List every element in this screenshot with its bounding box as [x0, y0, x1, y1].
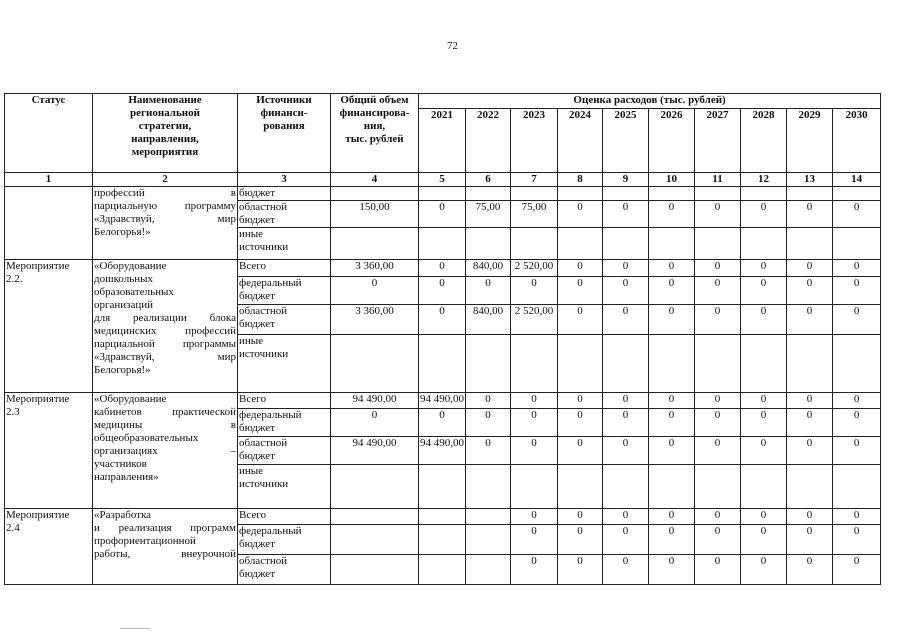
year-value-2027: 0	[695, 555, 741, 585]
year-value-2025	[603, 465, 649, 509]
total-amount: 94 490,00	[331, 393, 419, 409]
year-value-2030: 0	[833, 393, 881, 409]
column-index-12: 12	[741, 173, 787, 187]
column-index-8: 8	[558, 173, 603, 187]
activity-name-line: общеобразовательных	[94, 432, 199, 444]
year-value-2024	[558, 465, 603, 509]
year-value-2029	[787, 228, 833, 260]
header-sources: Источники финанси- рования	[238, 94, 331, 173]
activity-name-line: образовательных	[94, 286, 174, 298]
activity-name-line: участников	[94, 458, 147, 470]
year-value-2026: 0	[649, 277, 695, 305]
funding-source: Всего	[238, 509, 331, 525]
activity-name	[93, 187, 238, 260]
year-value-2028	[741, 465, 787, 509]
activity-name-line: «Оборудование	[94, 260, 167, 272]
year-value-2029: 0	[787, 509, 833, 525]
year-value-2028	[741, 187, 787, 201]
year-value-2021	[419, 465, 466, 509]
column-index-2: 2	[93, 173, 238, 187]
year-value-2030: 0	[833, 201, 881, 228]
year-value-2028: 0	[741, 409, 787, 437]
year-value-2024: 0	[558, 437, 603, 465]
header-total: Общий объем финансирова- ния, тыс. рублей	[331, 94, 419, 173]
activity-name	[93, 260, 238, 393]
budget-table	[4, 93, 881, 585]
header-name: Наименование региональной стратегии, направления, мероприятия	[93, 94, 238, 173]
year-value-2021: 0	[419, 409, 466, 437]
activity-name-line: медицины в	[94, 419, 236, 431]
year-value-2027	[695, 335, 741, 393]
year-value-2026: 0	[649, 393, 695, 409]
year-value-2021: 0	[419, 260, 466, 277]
total-amount: 94 490,00	[331, 437, 419, 465]
year-value-2023	[511, 465, 558, 509]
year-value-2029: 0	[787, 277, 833, 305]
year-value-2029: 0	[787, 305, 833, 335]
year-value-2025: 0	[603, 555, 649, 585]
year-value-2025	[603, 187, 649, 201]
column-index-11: 11	[695, 173, 741, 187]
year-value-2026	[649, 228, 695, 260]
year-value-2025: 0	[603, 201, 649, 228]
year-value-2027: 0	[695, 509, 741, 525]
year-value-2021	[419, 228, 466, 260]
year-value-2024	[558, 187, 603, 201]
year-value-2029: 0	[787, 555, 833, 585]
year-value-2022	[466, 465, 511, 509]
activity-status: Мероприятие 2.4	[5, 509, 93, 585]
year-value-2022	[466, 509, 511, 525]
year-value-2025	[603, 228, 649, 260]
year-value-2023: 75,00	[511, 201, 558, 228]
funding-source: федеральный бюджет	[238, 525, 331, 555]
header-year-2028: 2028	[741, 109, 787, 173]
year-value-2025: 0	[603, 409, 649, 437]
table-row	[5, 260, 881, 277]
year-value-2028: 0	[741, 305, 787, 335]
header-year-2024: 2024	[558, 109, 603, 173]
year-value-2030	[833, 187, 881, 201]
year-value-2021: 0	[419, 277, 466, 305]
activity-name-line: Белогорья!»	[94, 226, 151, 238]
activity-name	[93, 509, 238, 585]
year-value-2029	[787, 335, 833, 393]
year-value-2030	[833, 465, 881, 509]
year-value-2023	[511, 228, 558, 260]
year-value-2023: 2 520,00	[511, 305, 558, 335]
year-value-2029: 0	[787, 201, 833, 228]
header-year-2030: 2030	[833, 109, 881, 173]
year-value-2030: 0	[833, 509, 881, 525]
year-value-2024: 0	[558, 509, 603, 525]
year-value-2021	[419, 525, 466, 555]
year-value-2029	[787, 187, 833, 201]
year-value-2026: 0	[649, 305, 695, 335]
activity-name-line: парциальной программы	[94, 338, 236, 350]
year-value-2023: 0	[511, 555, 558, 585]
year-value-2023	[511, 335, 558, 393]
activity-name-line: направления»	[94, 471, 159, 483]
year-value-2025: 0	[603, 305, 649, 335]
table-row	[5, 187, 881, 201]
activity-name-line: «Здравствуй, мир	[94, 213, 236, 225]
column-index-7: 7	[511, 173, 558, 187]
year-value-2027: 0	[695, 201, 741, 228]
year-value-2022	[466, 228, 511, 260]
year-value-2024	[558, 228, 603, 260]
year-value-2025: 0	[603, 437, 649, 465]
year-value-2022	[466, 187, 511, 201]
activity-name-line: организаций	[94, 299, 154, 311]
year-value-2027: 0	[695, 525, 741, 555]
year-value-2027	[695, 465, 741, 509]
year-value-2022: 840,00	[466, 305, 511, 335]
total-amount: 0	[331, 409, 419, 437]
year-value-2026: 0	[649, 409, 695, 437]
year-value-2029: 0	[787, 393, 833, 409]
total-amount	[331, 525, 419, 555]
year-value-2024: 0	[558, 201, 603, 228]
year-value-2024	[558, 335, 603, 393]
year-value-2022: 0	[466, 437, 511, 465]
year-value-2029: 0	[787, 260, 833, 277]
year-value-2026: 0	[649, 509, 695, 525]
funding-source: бюджет	[238, 187, 331, 201]
year-value-2025: 0	[603, 509, 649, 525]
header-year-2027: 2027	[695, 109, 741, 173]
year-value-2028: 0	[741, 525, 787, 555]
total-amount	[331, 335, 419, 393]
funding-source: иные источники	[238, 335, 331, 393]
year-value-2021	[419, 509, 466, 525]
year-value-2030: 0	[833, 277, 881, 305]
header-year-2026: 2026	[649, 109, 695, 173]
column-index-10: 10	[649, 173, 695, 187]
total-amount	[331, 187, 419, 201]
column-index-row	[5, 173, 881, 187]
funding-source: Всего	[238, 393, 331, 409]
year-value-2023: 0	[511, 525, 558, 555]
year-value-2029	[787, 465, 833, 509]
activity-name-line: дошкольных	[94, 273, 153, 285]
year-value-2023: 2 520,00	[511, 260, 558, 277]
funding-source: Всего	[238, 260, 331, 277]
year-value-2027: 0	[695, 393, 741, 409]
column-index-3: 3	[238, 173, 331, 187]
year-value-2030	[833, 228, 881, 260]
activity-name	[93, 393, 238, 509]
column-index-5: 5	[419, 173, 466, 187]
year-value-2028	[741, 228, 787, 260]
year-value-2023: 0	[511, 509, 558, 525]
header-year-2023: 2023	[511, 109, 558, 173]
year-value-2028: 0	[741, 393, 787, 409]
scan-artifact	[120, 628, 150, 629]
column-index-1: 1	[5, 173, 93, 187]
year-value-2024: 0	[558, 525, 603, 555]
year-value-2026: 0	[649, 555, 695, 585]
table-row	[5, 509, 881, 525]
year-value-2028: 0	[741, 260, 787, 277]
year-value-2026: 0	[649, 437, 695, 465]
total-amount	[331, 228, 419, 260]
year-value-2029: 0	[787, 409, 833, 437]
year-value-2021	[419, 335, 466, 393]
activity-name-line: Белогорья!»	[94, 364, 151, 376]
funding-source: областной бюджет	[238, 555, 331, 585]
year-value-2022: 840,00	[466, 260, 511, 277]
header-row-top	[5, 94, 881, 109]
activity-name-line: кабинетов практической	[94, 406, 236, 418]
year-value-2021: 0	[419, 201, 466, 228]
year-value-2023: 0	[511, 409, 558, 437]
year-value-2024: 0	[558, 393, 603, 409]
header-year-2022: 2022	[466, 109, 511, 173]
year-value-2025	[603, 335, 649, 393]
year-value-2028: 0	[741, 437, 787, 465]
year-value-2028: 0	[741, 509, 787, 525]
header-estimate: Оценка расходов (тыс. рублей)	[419, 94, 881, 109]
year-value-2026	[649, 335, 695, 393]
column-index-4: 4	[331, 173, 419, 187]
year-value-2021: 0	[419, 305, 466, 335]
year-value-2022: 0	[466, 409, 511, 437]
header-year-2021: 2021	[419, 109, 466, 173]
year-value-2022	[466, 335, 511, 393]
page-number: 72	[447, 40, 458, 52]
total-amount: 3 360,00	[331, 305, 419, 335]
activity-name-line: работы, внеурочной	[94, 548, 236, 560]
year-value-2022: 75,00	[466, 201, 511, 228]
year-value-2030: 0	[833, 409, 881, 437]
funding-source: областной бюджет	[238, 201, 331, 228]
year-value-2029: 0	[787, 437, 833, 465]
funding-source: иные источники	[238, 465, 331, 509]
year-value-2023: 0	[511, 393, 558, 409]
total-amount	[331, 555, 419, 585]
year-value-2027	[695, 228, 741, 260]
table-row	[5, 393, 881, 409]
year-value-2028: 0	[741, 277, 787, 305]
header-year-2025: 2025	[603, 109, 649, 173]
year-value-2028	[741, 335, 787, 393]
year-value-2025: 0	[603, 260, 649, 277]
year-value-2023	[511, 187, 558, 201]
activity-name-line: профессий в	[94, 187, 236, 199]
year-value-2024: 0	[558, 277, 603, 305]
activity-name-line: профориентационной	[94, 535, 196, 547]
year-value-2025: 0	[603, 393, 649, 409]
header-status: Статус	[5, 94, 93, 173]
activity-name-line: «Оборудование	[94, 393, 167, 405]
year-value-2024: 0	[558, 260, 603, 277]
year-value-2027	[695, 187, 741, 201]
year-value-2023: 0	[511, 437, 558, 465]
total-amount	[331, 465, 419, 509]
year-value-2027: 0	[695, 260, 741, 277]
year-value-2029: 0	[787, 525, 833, 555]
activity-name-line: «Разработка	[94, 509, 152, 521]
year-value-2030: 0	[833, 305, 881, 335]
activity-status: Мероприятие 2.3	[5, 393, 93, 509]
year-value-2025: 0	[603, 525, 649, 555]
year-value-2021	[419, 187, 466, 201]
year-value-2026	[649, 187, 695, 201]
year-value-2022	[466, 555, 511, 585]
activity-status	[5, 187, 93, 260]
activity-name-line: парциальную программу	[94, 200, 236, 212]
year-value-2030: 0	[833, 555, 881, 585]
column-index-14: 14	[833, 173, 881, 187]
year-value-2022: 0	[466, 393, 511, 409]
funding-source: областной бюджет	[238, 305, 331, 335]
activity-name-line: организациях –	[94, 445, 236, 457]
activity-status: Мероприятие 2.2.	[5, 260, 93, 393]
column-index-13: 13	[787, 173, 833, 187]
total-amount	[331, 509, 419, 525]
activity-name-line: для реализации блока	[94, 312, 236, 324]
year-value-2024: 0	[558, 555, 603, 585]
year-value-2030	[833, 335, 881, 393]
total-amount: 150,00	[331, 201, 419, 228]
year-value-2024: 0	[558, 409, 603, 437]
year-value-2027: 0	[695, 409, 741, 437]
year-value-2030: 0	[833, 525, 881, 555]
funding-source: областной бюджет	[238, 437, 331, 465]
activity-name-line: медицинских профессий	[94, 325, 236, 337]
total-amount: 0	[331, 277, 419, 305]
year-value-2022	[466, 525, 511, 555]
year-value-2027: 0	[695, 305, 741, 335]
year-value-2028: 0	[741, 201, 787, 228]
total-amount: 3 360,00	[331, 260, 419, 277]
year-value-2021	[419, 555, 466, 585]
column-index-6: 6	[466, 173, 511, 187]
header-year-2029: 2029	[787, 109, 833, 173]
funding-source: иные источники	[238, 228, 331, 260]
funding-source: федеральный бюджет	[238, 277, 331, 305]
year-value-2023: 0	[511, 277, 558, 305]
year-value-2027: 0	[695, 277, 741, 305]
year-value-2022: 0	[466, 277, 511, 305]
year-value-2025: 0	[603, 277, 649, 305]
year-value-2026: 0	[649, 201, 695, 228]
activity-name-line: и реализация программ	[94, 522, 236, 534]
funding-source: федеральный бюджет	[238, 409, 331, 437]
year-value-2026: 0	[649, 260, 695, 277]
year-value-2026	[649, 465, 695, 509]
year-value-2027: 0	[695, 437, 741, 465]
year-value-2028: 0	[741, 555, 787, 585]
activity-name-line: «Здравствуй, мир	[94, 351, 236, 363]
year-value-2021: 94 490,00	[419, 393, 466, 409]
year-value-2030: 0	[833, 437, 881, 465]
year-value-2021: 94 490,00	[419, 437, 466, 465]
year-value-2024: 0	[558, 305, 603, 335]
year-value-2026: 0	[649, 525, 695, 555]
column-index-9: 9	[603, 173, 649, 187]
year-value-2030: 0	[833, 260, 881, 277]
